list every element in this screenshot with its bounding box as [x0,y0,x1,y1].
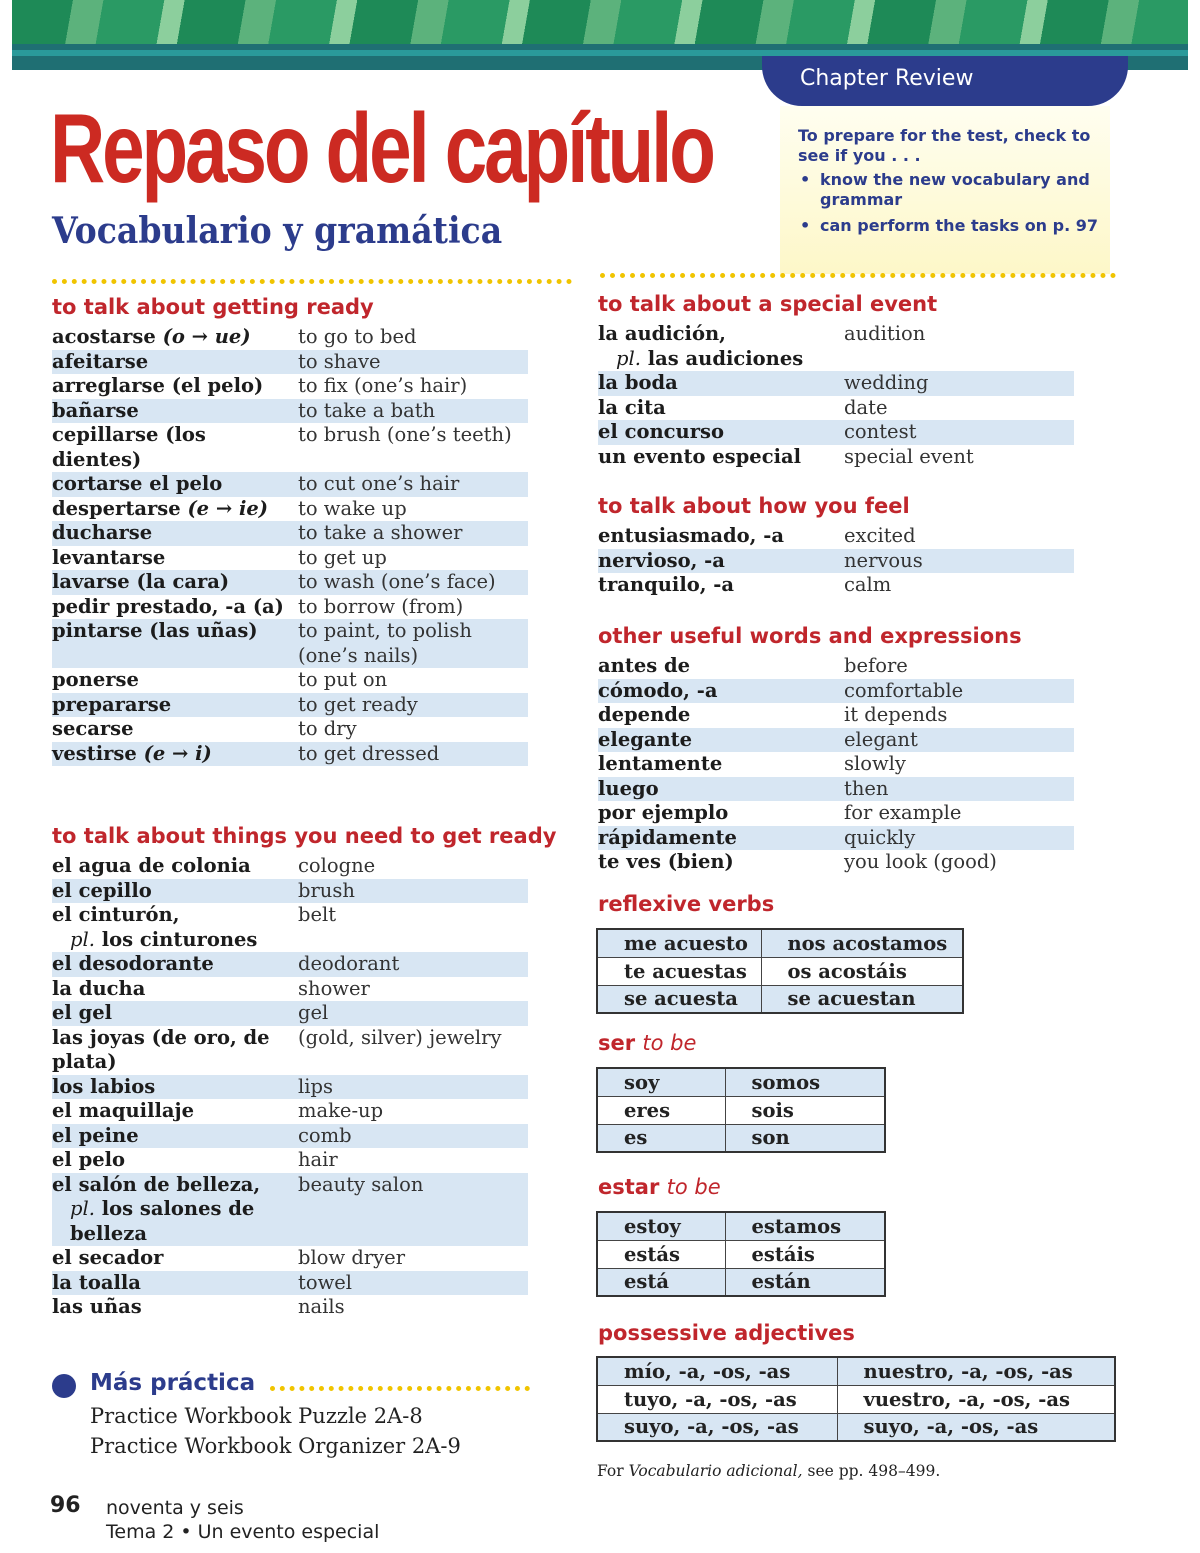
estar-table [596,1211,886,1297]
spanish-word: depende [598,703,691,726]
vocab-row [52,399,528,424]
spanish-term [52,879,298,904]
vocab-row [598,396,1074,421]
english-meaning: comb [298,1123,352,1147]
vocab-row [52,717,528,742]
table-row [597,1124,885,1152]
table-cell: está [597,1268,725,1296]
table-cell: nuestro, -a, -os, -as [837,1357,1115,1385]
spanish-term [598,850,844,875]
spanish-term [598,420,844,445]
table-cell: te acuestas [597,957,761,985]
section-heading: other useful words and expressions [598,624,1022,648]
vocab-row [52,521,528,546]
section-reflexive [598,892,774,922]
vocab-row [52,374,528,399]
stem-change: (e → i) [143,741,212,765]
spanish-term [52,854,298,879]
english-meaning: belt [298,903,337,926]
spanish-word: arreglarse (el pelo) [52,374,264,397]
section-feel [598,494,1074,598]
english-meaning: then [844,776,889,800]
english-meaning: calm [844,573,892,596]
spanish-word: cepillarse (los dientes) [52,423,206,471]
table-cell: somos [725,1068,885,1096]
table-cell: mío, -a, -os, -as [597,1357,837,1385]
plural-abbrev: pl. [616,346,641,370]
spanish-word: pintarse (las uñas) [52,619,258,642]
table-cell: estás [597,1240,725,1268]
spanish-word: el agua de colonia [52,854,251,877]
english-meaning: to brush (one’s teeth) [298,423,512,446]
prep-item: • know the new vocabulary and grammar [798,170,1098,210]
spanish-term [598,524,844,549]
spanish-term [52,521,298,546]
english-meaning: to shave [298,349,381,373]
spanish-term [598,728,844,753]
spanish-word: tranquilo, -a [598,573,735,596]
vocab-row [52,595,528,620]
spanish-word: ducharse [52,521,153,544]
spanish-term [52,952,298,977]
english-meaning: to take a bath [298,398,436,422]
prep-box [780,106,1110,274]
english-meaning: (gold, silver) jewelry [298,1025,502,1049]
spanish-term [598,371,844,396]
spanish-term [598,801,844,826]
heading-word: estar [598,1175,660,1199]
footnote-pre: For [597,1462,624,1480]
vocab-row [52,854,528,879]
table-cell: vuestro, -a, -os, -as [837,1385,1115,1413]
english-meaning: special event [844,444,974,468]
english-meaning: wedding [844,371,929,394]
vocab-row [52,1001,528,1026]
spanish-term [52,1124,298,1149]
heading-word: ser [598,1031,636,1055]
table-cell: suyo, -a, -os, -as [837,1413,1115,1441]
plural-form: las audiciones [647,346,804,370]
english-meaning: contest [844,420,917,443]
stem-change: (e → ie) [187,496,269,520]
spanish-word: el desodorante [52,952,214,975]
spanish-word: antes de [598,654,691,677]
table-cell: nos acostamos [761,929,963,957]
section-heading: to talk about a special event [598,292,938,316]
spanish-word: lentamente [598,752,723,775]
section-heading [598,1175,721,1205]
spanish-word: cómodo, -a [598,678,718,702]
table-cell: me acuesto [597,929,761,957]
plural-form: los cinturones [101,927,258,951]
spanish-word: la boda [598,371,678,394]
vocab-row [598,777,1074,802]
table-row [597,1240,885,1268]
vocab-row [598,549,1074,574]
footnote-italic: Vocabulario adicional, [628,1462,803,1480]
ser-table [596,1067,886,1153]
vocab-row [52,903,528,952]
vocab-row [52,325,528,350]
spanish-term [598,322,844,371]
english-meaning: towel [298,1270,353,1294]
vocab-row [52,350,528,375]
spanish-word: afeitarse [52,349,149,373]
mas-practica-label: Más práctica [90,1370,256,1396]
spanish-term [52,350,298,375]
table-cell: soy [597,1068,725,1096]
english-meaning: hair [298,1148,338,1171]
english-meaning: nails [298,1295,345,1318]
spanish-word: pedir prestado, -a (a) [52,594,284,618]
vocab-row [598,573,1074,598]
bullet-circle-icon [52,1374,76,1398]
spanish-term [52,497,298,522]
table-cell: tuyo, -a, -os, -as [597,1385,837,1413]
vocab-row [598,850,1074,875]
english-meaning: beauty salon [298,1172,424,1196]
english-meaning: you look (good) [844,850,997,873]
spanish-term [598,752,844,777]
section-possessive [598,1321,855,1351]
dotted-divider-left [52,279,572,284]
table-row [597,1413,1115,1441]
table-row [597,1068,885,1096]
heading-italic: to be [642,1031,697,1055]
spanish-term [52,1001,298,1026]
spanish-word: el cinturón, [52,903,180,926]
vocab-list [598,524,1074,598]
section-heading: reflexive verbs [598,892,775,916]
footnote-post: see pp. 498–499. [807,1462,941,1480]
prep-lead: To prepare for the test, check to see if you . . . [798,126,1091,165]
section-getting-ready [52,295,528,766]
spanish-word: el peine [52,1123,139,1147]
page-title: Repaso del capítulo [50,93,713,203]
vocab-row [52,472,528,497]
spanish-word: levantarse [52,545,166,569]
english-meaning: before [844,654,908,677]
spanish-term [52,903,298,952]
table-row [597,929,963,957]
spanish-word: acostarse [52,325,156,348]
prep-item: • can perform the tasks on p. 97 [798,216,1098,236]
vocab-row [52,1099,528,1124]
vocab-row [598,728,1074,753]
table-cell: estoy [597,1212,725,1240]
spanish-word: el cepillo [52,878,152,902]
table-cell: es [597,1124,725,1152]
table-cell: estamos [725,1212,885,1240]
spanish-word: prepararse [52,692,172,716]
spanish-term [598,826,844,851]
english-meaning: quickly [844,825,916,849]
page-number: 96 [50,1493,81,1518]
spanish-word: elegante [598,727,693,751]
plural-abbrev: pl. [70,1197,95,1220]
spanish-term [52,423,298,472]
english-meaning: to fix (one’s hair) [298,374,468,397]
footnote [597,1462,940,1480]
spanish-term [52,619,298,668]
spanish-word: entusiasmado, -a [598,524,784,547]
spanish-term [52,472,298,497]
vocab-list [52,854,528,1320]
spanish-term [52,595,298,620]
vocab-row [52,546,528,571]
table-cell: os acostáis [761,957,963,985]
english-meaning: to get dressed [298,741,440,765]
english-meaning: slowly [844,752,906,775]
table-cell: se acuestan [761,985,963,1013]
table-cell: eres [597,1096,725,1124]
spanish-term [52,1246,298,1271]
tema-label: Tema 2 • Un evento especial [106,1521,380,1543]
spanish-term [598,549,844,574]
english-meaning: to get ready [298,692,418,716]
vocab-row [52,1124,528,1149]
spanish-word: por ejemplo [598,801,729,824]
plural-abbrev: pl. [70,927,95,951]
vocab-list [52,325,528,766]
vocab-row [52,977,528,1002]
practice-line: Practice Workbook Organizer 2A-9 [90,1434,461,1458]
vocab-row [52,619,528,668]
spanish-word: el maquillaje [52,1099,195,1122]
vocab-row [52,668,528,693]
english-meaning: it depends [844,703,948,726]
table-cell: se acuesta [597,985,761,1013]
dotted-divider [270,1386,530,1391]
spanish-term [598,679,844,704]
spanish-word: el concurso [598,420,724,443]
vocab-row [52,497,528,522]
english-meaning: brush [298,878,355,902]
english-meaning: to borrow (from) [298,594,464,618]
spanish-word: un evento especial [598,444,802,468]
table-row [597,1357,1115,1385]
section-heading: possessive adjectives [598,1321,855,1345]
english-meaning: to put on [298,668,388,691]
english-meaning: elegant [844,727,918,751]
vocab-row [52,1026,528,1075]
vocab-row [598,679,1074,704]
spanish-term [598,777,844,802]
english-meaning: deodorant [298,952,400,975]
vocab-row [52,742,528,767]
table-row [597,1096,885,1124]
section-heading: to talk about getting ready [52,295,374,319]
spanish-word: despertarse [52,496,181,520]
english-meaning: date [844,395,888,419]
spanish-term [52,668,298,693]
page-number-words: noventa y seis [106,1497,244,1519]
vocab-row [52,879,528,904]
spanish-word: lavarse (la cara) [52,570,230,593]
vocab-row [52,423,528,472]
english-meaning: to take a shower [298,521,463,544]
spanish-term [598,445,844,470]
english-meaning: audition [844,322,926,345]
spanish-term [52,1099,298,1124]
english-meaning: lips [298,1074,333,1098]
spanish-term [598,396,844,421]
vocab-row [52,693,528,718]
vocab-row [598,420,1074,445]
spanish-term [52,325,298,350]
spanish-word: el secador [52,1246,164,1269]
spanish-word: la ducha [52,976,146,1000]
table-row [597,1212,885,1240]
table-cell: están [725,1268,885,1296]
spanish-term [52,1271,298,1296]
spanish-word: luego [598,776,659,800]
vocab-row [598,371,1074,396]
english-meaning: gel [298,1001,329,1024]
table-cell: suyo, -a, -os, -as [597,1413,837,1441]
stem-change: (o → ue) [162,325,251,348]
dotted-divider-right [600,273,1116,278]
section-estar [598,1175,721,1205]
spanish-term [52,717,298,742]
table-cell: sois [725,1096,885,1124]
plural-form: los salones de belleza [70,1197,255,1245]
spanish-word: el salón de belleza, [52,1172,261,1196]
vocab-row [52,1173,528,1247]
english-meaning: to dry [298,717,357,740]
spanish-word: bañarse [52,398,139,422]
reflexive-table [596,928,964,1014]
spanish-word: la toalla [52,1270,141,1294]
english-meaning: to paint, to polish (one’s nails) [298,619,472,667]
chapter-review-tab: Chapter Review [762,56,1128,106]
english-meaning: to go to bed [298,325,417,348]
spanish-word: la cita [598,395,666,419]
english-meaning: shower [298,976,370,1000]
table-row [597,1268,885,1296]
spanish-term [52,1148,298,1173]
spanish-word: cortarse el pelo [52,472,223,495]
vocab-row [598,801,1074,826]
spanish-word: las uñas [52,1295,142,1318]
heading-italic: to be [666,1175,721,1199]
vocab-row [598,752,1074,777]
table-cell: son [725,1124,885,1152]
vocab-row [598,826,1074,851]
vocab-list [598,654,1074,875]
vocab-row [598,703,1074,728]
decorative-top-band [12,0,1188,50]
spanish-word: vestirse [52,741,137,765]
table-row [597,1385,1115,1413]
vocab-row [52,570,528,595]
english-meaning: to wake up [298,496,407,520]
prep-list [798,170,1098,242]
spanish-term [52,1026,298,1075]
section-ser [598,1031,696,1061]
spanish-term [52,570,298,595]
spanish-term [598,654,844,679]
spanish-word: los labios [52,1074,156,1098]
spanish-word: ponerse [52,668,139,691]
spanish-term [52,1075,298,1100]
spanish-word: te ves (bien) [598,850,734,873]
english-meaning: to cut one’s hair [298,472,460,495]
section-special-event [598,292,1074,469]
spanish-term [52,546,298,571]
english-meaning: blow dryer [298,1246,406,1269]
vocab-row [52,952,528,977]
vocab-row [52,1246,528,1271]
table-row [597,957,963,985]
english-meaning: comfortable [844,678,964,702]
spanish-word: las joyas (de oro, de plata) [52,1025,270,1073]
english-meaning: nervous [844,548,923,572]
spanish-term [52,374,298,399]
vocab-row [52,1075,528,1100]
section-other [598,624,1074,875]
table-row [597,985,963,1013]
table-cell: estáis [725,1240,885,1268]
spanish-term [598,573,844,598]
spanish-term [52,1295,298,1320]
possessive-table [596,1356,1116,1442]
page-subtitle: Vocabulario y gramática [52,210,503,252]
spanish-term [52,1173,298,1247]
section-heading: to talk about how you feel [598,494,910,518]
section-heading [598,1031,696,1061]
section-things [52,824,557,1320]
vocab-row [52,1148,528,1173]
vocab-row [52,1295,528,1320]
english-meaning: to wash (one’s face) [298,570,496,593]
spanish-term [52,693,298,718]
vocab-row [598,445,1074,470]
vocab-row [598,654,1074,679]
spanish-term [52,742,298,767]
english-meaning: for example [844,801,962,824]
spanish-word: el gel [52,1001,113,1024]
english-meaning: cologne [298,854,376,877]
spanish-word: el pelo [52,1148,126,1171]
vocab-list [598,322,1074,469]
vocab-row [598,322,1074,371]
spanish-word: la audición, [598,322,726,345]
spanish-word: secarse [52,717,134,740]
spanish-term [52,977,298,1002]
english-meaning: make-up [298,1099,384,1122]
english-meaning: excited [844,524,916,547]
spanish-term [52,399,298,424]
section-heading: to talk about things you need to get ready [52,824,557,848]
english-meaning: to get up [298,545,387,569]
practice-line: Practice Workbook Puzzle 2A-8 [90,1404,423,1428]
spanish-term [598,703,844,728]
vocab-row [52,1271,528,1296]
vocab-row [598,524,1074,549]
spanish-word: nervioso, -a [598,548,725,572]
spanish-word: rápidamente [598,825,737,849]
